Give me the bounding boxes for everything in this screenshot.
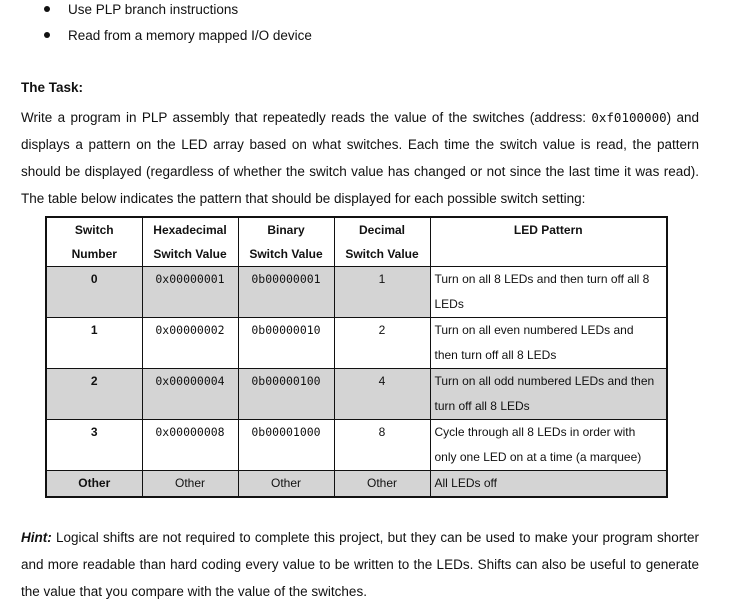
header-decimal: Decimal Switch Value	[334, 217, 430, 267]
cell-decimal: 2	[334, 318, 430, 369]
cell-number: 3	[46, 420, 142, 471]
task-paragraph	[21, 104, 699, 212]
header-switch-number: Switch Number	[46, 217, 142, 267]
bullet-dot-icon	[44, 6, 50, 12]
hint-line	[21, 524, 699, 551]
table-header-row	[46, 217, 667, 267]
cell-pattern: Turn on all odd numbered LEDs and then turn off all 8 LEDs	[430, 369, 667, 420]
cell-hex: 0x00000004	[142, 369, 238, 420]
hint-line: and more readable than hard coding every value to be written to the LEDs. Shifts can also be useful to generate	[21, 557, 699, 572]
cell-number: 0	[46, 267, 142, 318]
table-row	[46, 420, 667, 471]
bullet-text: Read from a memory mapped I/O device	[68, 28, 312, 43]
hint-text: Logical shifts are not required to complete this project, but they can be used to make your program shorter	[51, 530, 699, 545]
cell-decimal: 4	[334, 369, 430, 420]
task-text: Write a program in PLP assembly that repeatedly reads the value of the switches (address:	[21, 110, 592, 125]
cell-hex: 0x00000001	[142, 267, 238, 318]
task-line: should be displayed (regardless of whether the switch value has changed or not since the last time it was read).	[21, 164, 699, 179]
cell-pattern: Turn on all even numbered LEDs and then turn off all 8 LEDs	[430, 318, 667, 369]
cell-decimal: Other	[334, 471, 430, 498]
cell-hex: Other	[142, 471, 238, 498]
table-row	[46, 318, 667, 369]
cell-hex: 0x00000002	[142, 318, 238, 369]
cell-decimal: 1	[334, 267, 430, 318]
cell-pattern: Turn on all 8 LEDs and then turn off all 8 LEDs	[430, 267, 667, 318]
bullet-item	[44, 0, 238, 20]
cell-binary: 0b00000001	[238, 267, 334, 318]
cell-pattern: All LEDs off	[430, 471, 667, 498]
table-row	[46, 369, 667, 420]
table-row	[46, 471, 667, 498]
hint-label: Hint:	[21, 530, 52, 545]
cell-binary: 0b00000010	[238, 318, 334, 369]
task-line	[21, 104, 699, 131]
task-line: displays a pattern on the LED array based on what switches. Each time the switch value is read, the pattern	[21, 137, 699, 152]
cell-binary: 0b00000100	[238, 369, 334, 420]
bullet-dot-icon	[44, 32, 50, 38]
hint-paragraph	[21, 524, 699, 605]
task-line: The table below indicates the pattern that should be displayed for each possible switch setting:	[21, 191, 586, 206]
led-pattern-table	[45, 216, 668, 498]
task-text: ) and	[666, 110, 699, 125]
table-row	[46, 267, 667, 318]
cell-pattern: Cycle through all 8 LEDs in order with only one LED on at a time (a marquee)	[430, 420, 667, 471]
cell-binary: 0b00001000	[238, 420, 334, 471]
header-led-pattern: LED Pattern	[430, 217, 667, 267]
cell-number: Other	[46, 471, 142, 498]
cell-number: 1	[46, 318, 142, 369]
header-hex: Hexadecimal Switch Value	[142, 217, 238, 267]
cell-number: 2	[46, 369, 142, 420]
cell-binary: Other	[238, 471, 334, 498]
switch-address: 0xf0100000	[591, 110, 667, 125]
cell-decimal: 8	[334, 420, 430, 471]
cell-hex: 0x00000008	[142, 420, 238, 471]
task-heading: The Task:	[21, 80, 84, 95]
hint-line: the value that you compare with the value of the switches.	[21, 584, 367, 599]
bullet-item	[44, 26, 312, 46]
bullet-text: Use PLP branch instructions	[68, 2, 239, 17]
header-binary: Binary Switch Value	[238, 217, 334, 267]
